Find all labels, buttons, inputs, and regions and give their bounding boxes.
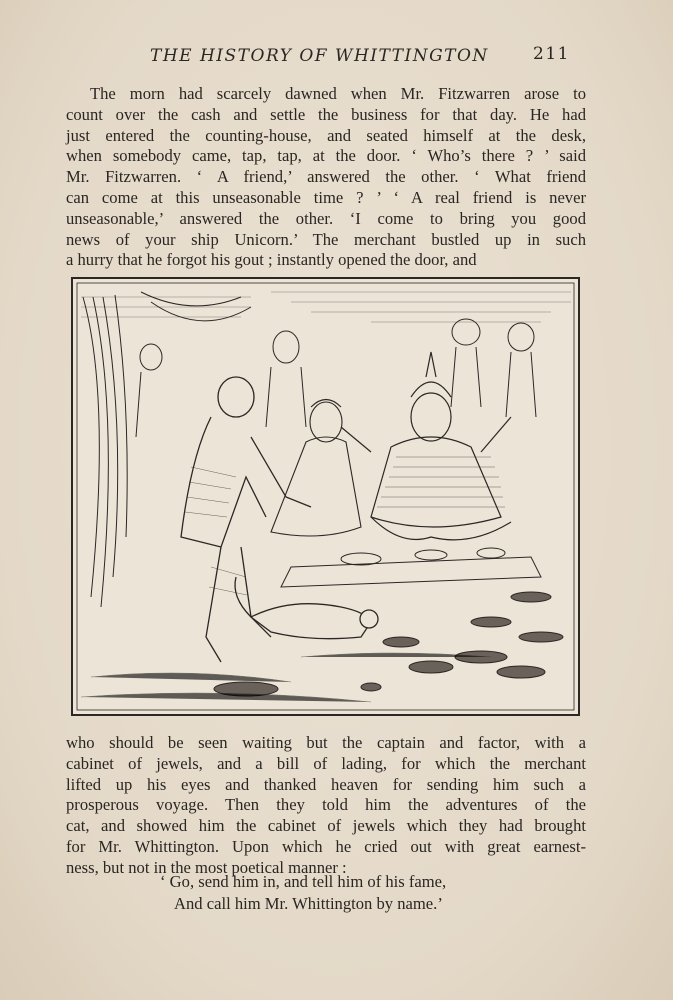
- text-line: can come at this unseasonable time ? ’ ‘ A real friend is never: [66, 187, 586, 207]
- text-line: count over the cash and settle the business for that day. He had: [66, 104, 586, 124]
- text-line: unseasonable,’ answered the other. ‘I come to bring you good: [66, 208, 586, 228]
- text-line: news of your ship Unicorn.’ The merchant bustled up in such: [66, 229, 586, 249]
- top-paragraph: [66, 84, 586, 271]
- text-line: Mr. Fitzwarren. ‘ A friend,’ answered the other. ‘ What friend: [66, 167, 586, 187]
- text-line: just entered the counting-house, and seated himself at the desk,: [66, 125, 586, 145]
- text-line: for Mr. Whittington. Upon which he cried out with great earnest-: [66, 836, 586, 856]
- text-line: lifted up his eyes and thanked heaven for sending him such a: [66, 774, 586, 794]
- bottom-paragraph: [66, 733, 586, 879]
- text-line: prosperous voyage. Then they told him the adventures of the: [66, 795, 586, 815]
- text-line: who should be seen waiting but the captain and factor, with a: [66, 733, 586, 752]
- text-line: when somebody came, tap, tap, at the door. ‘ Who’s there ? ’ said: [66, 146, 586, 166]
- text-line: cabinet of jewels, and a bill of lading, for which the merchant: [66, 753, 586, 773]
- text-line: cat, and showed him the cabinet of jewels which they had brought: [66, 816, 586, 836]
- running-head: [150, 42, 570, 68]
- engraving-svg: [71, 277, 580, 716]
- verse-line-1: ‘ Go, send him in, and tell him of his fame,: [160, 872, 447, 891]
- illustration-frame: [72, 278, 579, 715]
- running-head-title: THE HISTORY OF WHITTINGTON: [150, 46, 489, 66]
- verse-quotation: [160, 871, 520, 915]
- page-number: 211: [533, 44, 570, 64]
- verse-line-2: And call him Mr. Whittington by name.’: [174, 894, 443, 913]
- text-line: The morn had scarcely dawned when Mr. Fitzwarren arose to: [90, 84, 586, 103]
- text-line: a hurry that he forgot his gout ; instantly opened the door, and: [66, 250, 477, 270]
- text-line: ness, but not in the most poetical manner :: [66, 857, 347, 877]
- illustration-engraving: [71, 277, 580, 716]
